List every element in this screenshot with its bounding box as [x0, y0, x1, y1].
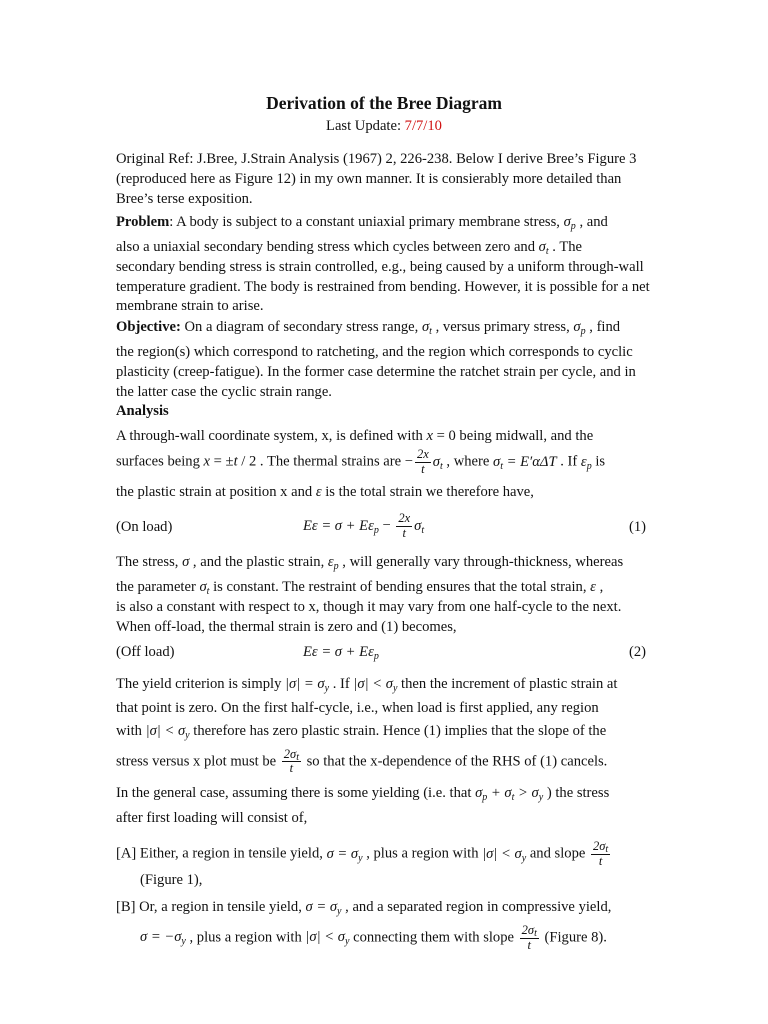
objective-paragraph: Objective: On a diagram of secondary stress range, $\sigma_t$ , versus primary stress, $\sigma_p$ , find the region(s) which correspond to ratcheting, and the region which corresponds to cyclic plasticity (creep-fatigue). In the former case determine the ratchet strain per cycle, and in the latter case the cyclic strain range.	[116, 319, 636, 400]
yield-paragraph: The yield criterion is simply $|\sigma| = \sigma_y$ . If $|\sigma| < \sigma_y$ then the increment of plastic strain at that point is zero. On the first half-cycle, i.e., when load is first applied, any region with $|\sigma| < \sigma_y$ therefore has zero plastic strain. Hence (1) implies that the slope of the stress versus x plot must be $\frac{2\sigma t}{t}$ so that the x-dependence of the RHS of (1) cancels.	[116, 676, 618, 776]
intro-paragraph: Original Ref: J.Bree, J.Strain Analysis (1967) 2, 226-238. Below I derive Bree’s Figure 3 (reproduced here as Figure 12) in my own manner. It is consierably more detailed than Bree’s terse exposition.	[116, 151, 637, 207]
last-update-label: Last Update:	[326, 118, 405, 134]
analysis-line-2: surfaces being x = ±t / 2 . The thermal strains are − $\frac{2x}{t}$ $\sigma_t$ , where $\sigma_t = E'\alpha\Delta T$ . If $\varepsilon_p$ is	[116, 447, 606, 476]
equation-1-number: (1)	[628, 519, 646, 535]
equation-1-body: $E\varepsilon = \sigma + E\varepsilon_p$ − $\frac{2x}{t}$ $\sigma_t$	[303, 511, 425, 540]
equation-2-number: (2)	[628, 644, 646, 660]
analysis-line-1: A through-wall coordinate system, x, is defined with x = 0 being midwall, and the	[116, 428, 594, 444]
problem-heading: Problem	[116, 214, 170, 230]
analysis-heading: Analysis	[116, 403, 169, 419]
objective-heading: Objective:	[116, 319, 181, 335]
case-a: [A] Either, a region in tensile yield, $\sigma = \sigma_y$ , plus a region with $|\sigma| < \sigma_y$ and slope $\frac{2\sigma t}{t}$ (Figure 1),	[116, 839, 609, 888]
equation-1-label: (On load)	[116, 519, 173, 535]
last-update-date: 7/7/10	[404, 118, 442, 134]
equation-2-body: $E\varepsilon = \sigma + E\varepsilon_p$	[303, 644, 379, 662]
last-update-line	[0, 117, 768, 137]
general-case-paragraph: In the general case, assuming there is some yielding (i.e. that $\sigma_p + \sigma_t > \sigma_y$ ) the stress after first loading will consist of,	[116, 785, 610, 826]
problem-paragraph: Problem: A body is subject to a constant uniaxial primary membrane stress, $\sigma_p$ , and also a uniaxial secondary bending stress which cycles between zero and $\sigma_t$ . The secondary bending stress is strain controlled, e.g., being caused by a uniform through-wall temperature gradient. The body is restrained from bending. However, it is possible for a net membrane strain to arise.	[116, 214, 650, 315]
page-title: Derivation of the Bree Diagram	[266, 93, 502, 113]
case-b: [B] Or, a region in tensile yield, $\sigma = \sigma_y$ , and a separated region in compressive yield, $\sigma = -\sigma_y$ , plus a region with $|\sigma| < \sigma_y$ connecting them with slope $\frac{2\sigma t}{t}$ (Figure 8).	[116, 899, 612, 952]
analysis-line-3: the plastic strain at position x and ε is the total strain we therefore have,	[116, 484, 534, 500]
equation-2-label: (Off load)	[116, 644, 175, 660]
stress-paragraph: The stress, σ , and the plastic strain, $\varepsilon_p$ , will generally vary through-thickness, whereas the parameter $\sigma_t$ is constant. The restraint of bending ensures that the total strain, ε , is also a constant with respect to x, though it may vary from one half-cycle to the next. When off-load, the thermal strain is zero and (1) becomes,	[116, 554, 624, 635]
